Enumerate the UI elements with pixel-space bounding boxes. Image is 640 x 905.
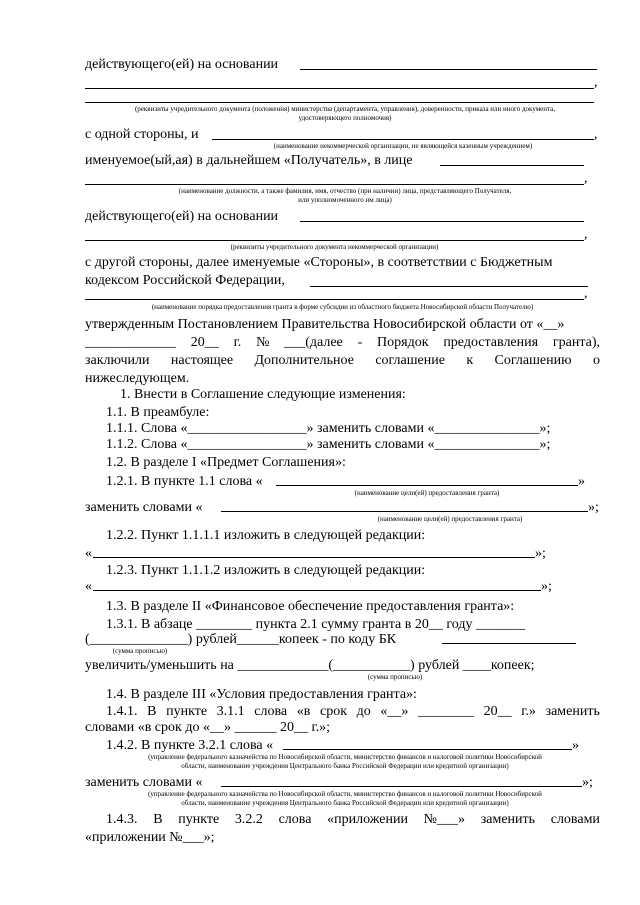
text-fragment: заменить словами « bbox=[85, 500, 203, 515]
word: №___» bbox=[423, 812, 466, 827]
fill-line bbox=[276, 485, 578, 486]
text-line bbox=[85, 208, 600, 225]
text-line bbox=[584, 285, 594, 302]
text-line bbox=[85, 545, 105, 562]
fill-line bbox=[212, 139, 594, 140]
word: к bbox=[466, 353, 474, 368]
list-item bbox=[106, 473, 600, 490]
text-fragment: увеличить/уменьшить на _____________(___________) рублей ____копеек; bbox=[85, 658, 535, 673]
word: пункте bbox=[166, 704, 208, 719]
text-line bbox=[85, 657, 600, 674]
fill-line bbox=[85, 102, 594, 103]
fill-line bbox=[85, 184, 584, 185]
fill-line bbox=[440, 165, 584, 166]
list-item: 1.2.3. Пункт 1.1.1.2 изложить в следующей редакции: bbox=[106, 563, 426, 578]
word: настоящее bbox=[170, 353, 234, 368]
justified-line bbox=[85, 334, 600, 351]
word: № bbox=[256, 335, 270, 350]
justified-line bbox=[85, 352, 600, 369]
fill-line bbox=[300, 221, 584, 222]
word: 1.4.3. bbox=[106, 812, 138, 827]
text-line bbox=[85, 316, 600, 333]
field-caption: области, наименование учреждения Центрального банка Российской Федерации или кредитной организации) bbox=[181, 762, 509, 770]
word: - bbox=[357, 335, 363, 350]
fill-line bbox=[310, 286, 588, 287]
text-fragment: кодексом Российской Федерации, bbox=[85, 273, 285, 288]
word: гранта), bbox=[552, 335, 600, 350]
word: словами bbox=[550, 812, 600, 827]
word: «в bbox=[296, 704, 311, 719]
field-caption: области, наименование учреждения Центрального банка Российской Федерации или кредитной организации) bbox=[181, 799, 509, 807]
field-caption: или уполномоченного им лица) bbox=[298, 196, 392, 204]
field-caption: (сумма прописью) bbox=[367, 673, 423, 681]
text-fragment: действующего(ей) на основании bbox=[85, 57, 279, 72]
text-line bbox=[594, 126, 604, 143]
word: слова bbox=[254, 704, 288, 719]
text-fragment: 1.4.2. В пункте 3.2.1 слова « bbox=[106, 738, 274, 753]
list-item: 1.3.1. В абзаце ________ пункта 2.1 сумму гранта в 20__ году _______ bbox=[106, 617, 525, 632]
word: заключили bbox=[85, 353, 150, 368]
word: В bbox=[147, 704, 157, 719]
list-item: 1. Внести в Соглашение следующие изменения: bbox=[120, 387, 406, 402]
text-fragment: именуемое(ый,ая) в дальнейшем «Получатель», в лице bbox=[85, 153, 413, 168]
fill-line bbox=[221, 511, 588, 512]
field-caption: (наименование должности, а также фамилия, имя, отчество (при наличии) лица, представляющего Получателя, bbox=[178, 187, 512, 195]
text-fragment: (______________) рублей______копеек - по коду БК bbox=[85, 632, 397, 647]
fill-line bbox=[93, 557, 535, 558]
text-line: «приложении №___»; bbox=[85, 830, 215, 845]
text-fragment: , bbox=[584, 286, 588, 301]
word: заменить bbox=[545, 704, 600, 719]
text-fragment: заменить словами « bbox=[85, 775, 203, 790]
text-line bbox=[582, 774, 602, 791]
text-line bbox=[594, 74, 604, 91]
text-line bbox=[85, 56, 600, 73]
text-fragment: »; bbox=[535, 546, 546, 561]
word: «приложении bbox=[327, 812, 408, 827]
word: 3.1.1 bbox=[216, 704, 245, 719]
text-line bbox=[85, 499, 600, 516]
text-fragment: « bbox=[85, 546, 92, 561]
fill-line bbox=[93, 590, 541, 591]
text-line bbox=[541, 578, 561, 595]
field-caption: (сумма прописью) bbox=[112, 647, 168, 655]
word: _____________ bbox=[85, 335, 176, 350]
text-fragment: , bbox=[594, 75, 598, 90]
text-line bbox=[535, 545, 555, 562]
text-fragment: с другой стороны, далее именуемые «Стороны», в соответствии с Бюджетным bbox=[85, 255, 553, 270]
text-line: словами «в срок до «__» ______ 20__ г.»; bbox=[85, 720, 330, 735]
fill-line bbox=[85, 88, 594, 89]
fill-line bbox=[442, 643, 576, 644]
field-caption: (реквизиты учредительного документа некоммерческой организации) bbox=[230, 243, 439, 251]
field-caption: (наименование цели(ей) предоставления гранта) bbox=[354, 489, 500, 497]
word: заменить bbox=[480, 812, 536, 827]
list-item: 1.3. В разделе II «Финансовое обеспечение предоставления гранта»: bbox=[106, 599, 515, 614]
word: Порядок bbox=[377, 335, 429, 350]
word: 3.2.2 bbox=[234, 812, 263, 827]
field-caption: (управление федерального казначейства по Новосибирской области, министерство финансов и налоговой политики Новосибирской bbox=[148, 753, 542, 761]
fill-line bbox=[85, 299, 584, 300]
list-item: 1.1.1. Слова «_________________» заменить словами «_______________»; bbox=[106, 421, 551, 436]
text-line bbox=[578, 473, 598, 490]
justified-line bbox=[106, 811, 600, 828]
text-fragment: с одной стороны, и bbox=[85, 127, 199, 142]
fill-line bbox=[283, 749, 572, 750]
word: 20__ bbox=[483, 704, 512, 719]
word: соглашение bbox=[375, 353, 445, 368]
list-item bbox=[106, 737, 600, 754]
list-item: 1.1.2. Слова «_________________» заменить словами «_______________»; bbox=[106, 437, 551, 452]
text-line bbox=[85, 774, 600, 791]
text-line bbox=[85, 126, 600, 143]
fill-line bbox=[85, 240, 584, 241]
text-line bbox=[85, 254, 600, 271]
word: г.» bbox=[521, 704, 536, 719]
text-line bbox=[85, 152, 600, 169]
text-line bbox=[588, 499, 608, 516]
field-caption: (управление федерального казначейства по Новосибирской области, министерство финансов и налоговой политики Новосибирской bbox=[148, 790, 542, 798]
text-fragment: »; bbox=[582, 775, 593, 790]
text-line bbox=[572, 737, 592, 754]
text-fragment: нижеследующем. bbox=[85, 371, 190, 386]
fill-line bbox=[300, 69, 597, 70]
word: ___(далее bbox=[284, 335, 343, 350]
text-fragment: » bbox=[578, 474, 585, 489]
text-line bbox=[584, 170, 594, 187]
text-fragment: 1.2.1. В пункте 1.1 слова « bbox=[106, 474, 263, 489]
word: Дополнительное bbox=[254, 353, 354, 368]
word: 20__ bbox=[190, 335, 219, 350]
text-fragment: , bbox=[584, 171, 588, 186]
text-fragment: »; bbox=[541, 579, 552, 594]
justified-line bbox=[106, 703, 600, 720]
text-fragment: »; bbox=[588, 500, 599, 515]
text-line bbox=[85, 578, 105, 595]
word: предоставления bbox=[443, 335, 539, 350]
word: 1.4.1. bbox=[106, 704, 138, 719]
text-line bbox=[85, 370, 600, 387]
fill-line bbox=[221, 786, 582, 787]
word: пункте bbox=[178, 812, 220, 827]
word: срок bbox=[320, 704, 348, 719]
text-fragment: » bbox=[572, 738, 579, 753]
field-caption: (реквизиты учредительного документа (положения) министерства (департамента, управления), доверенности, приказа или иного документа, bbox=[134, 105, 556, 113]
list-item: 1.2. В разделе I «Предмет Соглашения»: bbox=[106, 455, 346, 470]
text-fragment: утвержденным Постановлением Правительства Новосибирской области от «__» bbox=[85, 317, 565, 332]
word: о bbox=[592, 353, 600, 368]
word: Соглашению bbox=[494, 353, 572, 368]
field-caption: (наименование некоммерческой организации, не являющейся казенным учреждением) bbox=[273, 142, 533, 150]
word: В bbox=[153, 812, 163, 827]
word: ________ bbox=[418, 704, 475, 719]
text-fragment: , bbox=[584, 227, 588, 242]
text-fragment: действующего(ей) на основании bbox=[85, 209, 279, 224]
text-line bbox=[584, 226, 594, 243]
text-line bbox=[85, 631, 600, 648]
word: г. bbox=[233, 335, 242, 350]
list-item: 1.4. В разделе III «Условия предоставления гранта»: bbox=[106, 687, 417, 702]
field-caption: удостоверяющего полномочия) bbox=[298, 114, 392, 122]
field-caption: (наименование цели(ей) предоставления гранта) bbox=[377, 515, 523, 523]
list-item: 1.1. В преамбуле: bbox=[106, 405, 210, 420]
word: слова bbox=[278, 812, 312, 827]
word: «__» bbox=[380, 704, 409, 719]
list-item: 1.2.2. Пункт 1.1.1.1 изложить в следующей редакции: bbox=[106, 528, 426, 543]
text-fragment: , bbox=[594, 127, 598, 142]
field-caption: (наименование порядка предоставления гранта в форме субсидии из областного бюджета Новосибирской области Получателю) bbox=[151, 303, 534, 311]
text-fragment: « bbox=[85, 579, 92, 594]
word: до bbox=[356, 704, 371, 719]
